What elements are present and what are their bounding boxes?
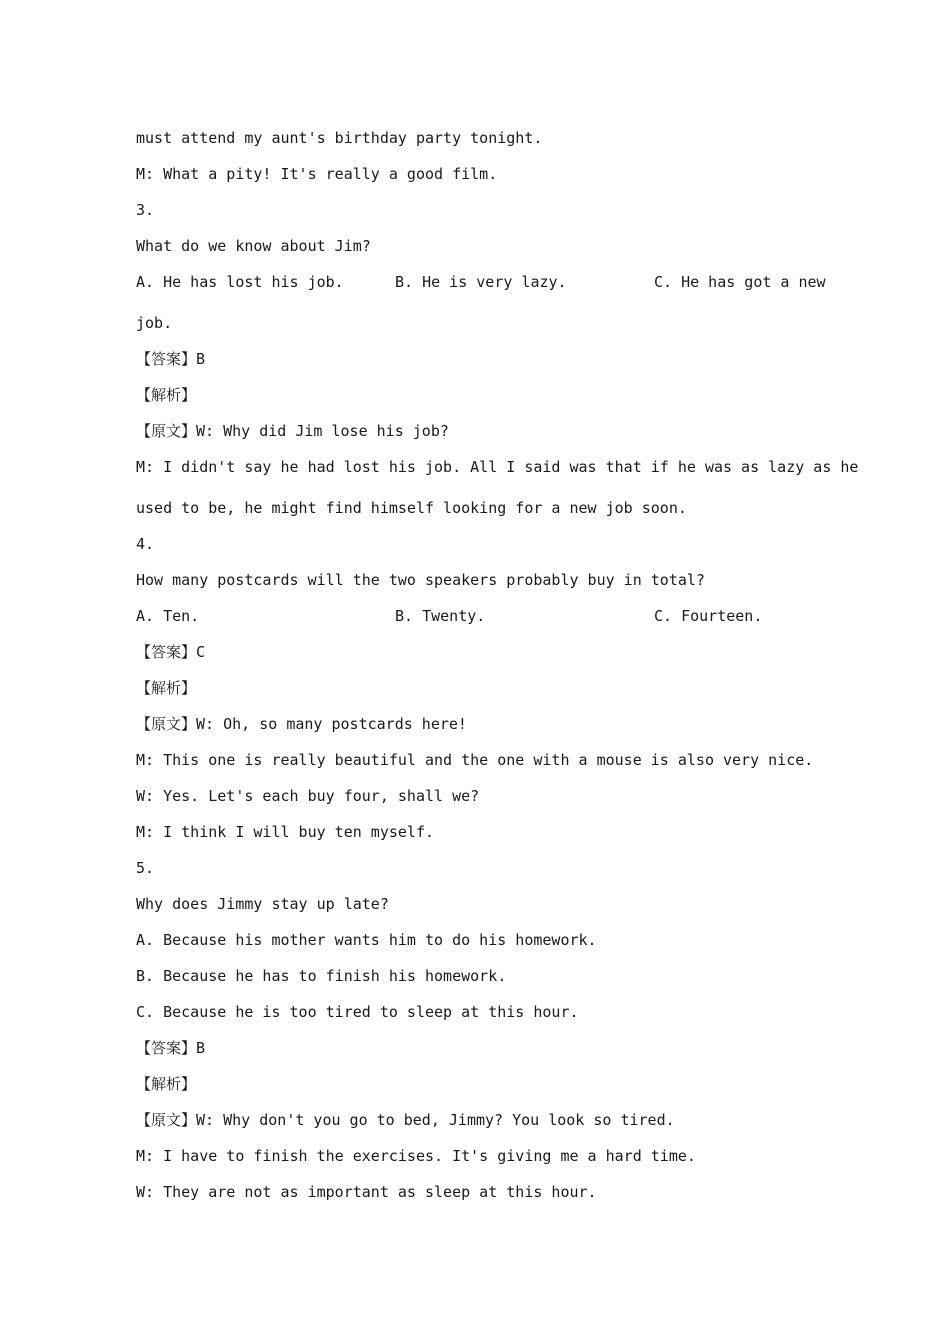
analysis-line: [136, 670, 826, 706]
answer-value: C: [196, 643, 206, 661]
text-line: M: What a pity! It's really a good film.: [136, 165, 498, 183]
analysis-label: 【解析】: [136, 1075, 197, 1093]
answer-label: 【答案】: [136, 350, 197, 368]
transcript-line: used to be, he might find himself looking for a new job soon.: [136, 499, 687, 517]
options-row: [136, 264, 826, 300]
transcript-text: W: Why don't you go to bed, Jimmy? You look so tired.: [196, 1111, 675, 1129]
answer-value: B: [196, 1039, 206, 1057]
analysis-label: 【解析】: [136, 386, 197, 404]
original-text-label: 【原文】: [136, 1111, 197, 1129]
analysis-label: 【解析】: [136, 679, 197, 697]
answer-line: [136, 634, 826, 670]
option-c: C. Because he is too tired to sleep at this hour.: [136, 1003, 579, 1021]
question-number: 4.: [136, 535, 155, 553]
transcript-line: M: I didn't say he had lost his job. All I said was that if he was as lazy as he: [136, 458, 859, 476]
option-c-continued: job.: [136, 314, 173, 332]
options-row: [136, 598, 826, 634]
document-page: [136, 120, 859, 1210]
transcript-line: W: They are not as important as sleep at this hour.: [136, 1183, 597, 1201]
answer-line: [136, 341, 826, 377]
transcript-line: [136, 706, 826, 742]
question-number: 3.: [136, 201, 155, 219]
transcript-line: [136, 1102, 826, 1138]
analysis-line: [136, 1066, 826, 1102]
option-b: B. Because he has to finish his homework.: [136, 967, 507, 985]
question-number: 5.: [136, 859, 155, 877]
question-text: Why does Jimmy stay up late?: [136, 895, 389, 913]
question-text: What do we know about Jim?: [136, 237, 371, 255]
option-c: C. He has got a new: [654, 273, 826, 291]
transcript-line: M: I think I will buy ten myself.: [136, 823, 435, 841]
text-line: must attend my aunt's birthday party tonight.: [136, 129, 543, 147]
question-text: How many postcards will the two speakers probably buy in total?: [136, 571, 705, 589]
transcript-line: [136, 413, 826, 449]
option-c: C. Fourteen.: [654, 607, 763, 625]
transcript-text: W: Oh, so many postcards here!: [196, 715, 467, 733]
answer-label: 【答案】: [136, 1039, 197, 1057]
option-a: A. Ten.: [136, 607, 200, 625]
original-text-label: 【原文】: [136, 422, 197, 440]
transcript-text: W: Why did Jim lose his job?: [196, 422, 449, 440]
option-a: A. He has lost his job.: [136, 273, 344, 291]
transcript-line: M: This one is really beautiful and the one with a mouse is also very nice.: [136, 751, 814, 769]
answer-value: B: [196, 350, 206, 368]
answer-label: 【答案】: [136, 643, 197, 661]
option-a: A. Because his mother wants him to do his homework.: [136, 931, 597, 949]
original-text-label: 【原文】: [136, 715, 197, 733]
option-b: B. Twenty.: [395, 607, 486, 625]
transcript-line: M: I have to finish the exercises. It's giving me a hard time.: [136, 1147, 696, 1165]
answer-line: [136, 1030, 826, 1066]
transcript-line: W: Yes. Let's each buy four, shall we?: [136, 787, 480, 805]
analysis-line: [136, 377, 826, 413]
option-b: B. He is very lazy.: [395, 273, 567, 291]
